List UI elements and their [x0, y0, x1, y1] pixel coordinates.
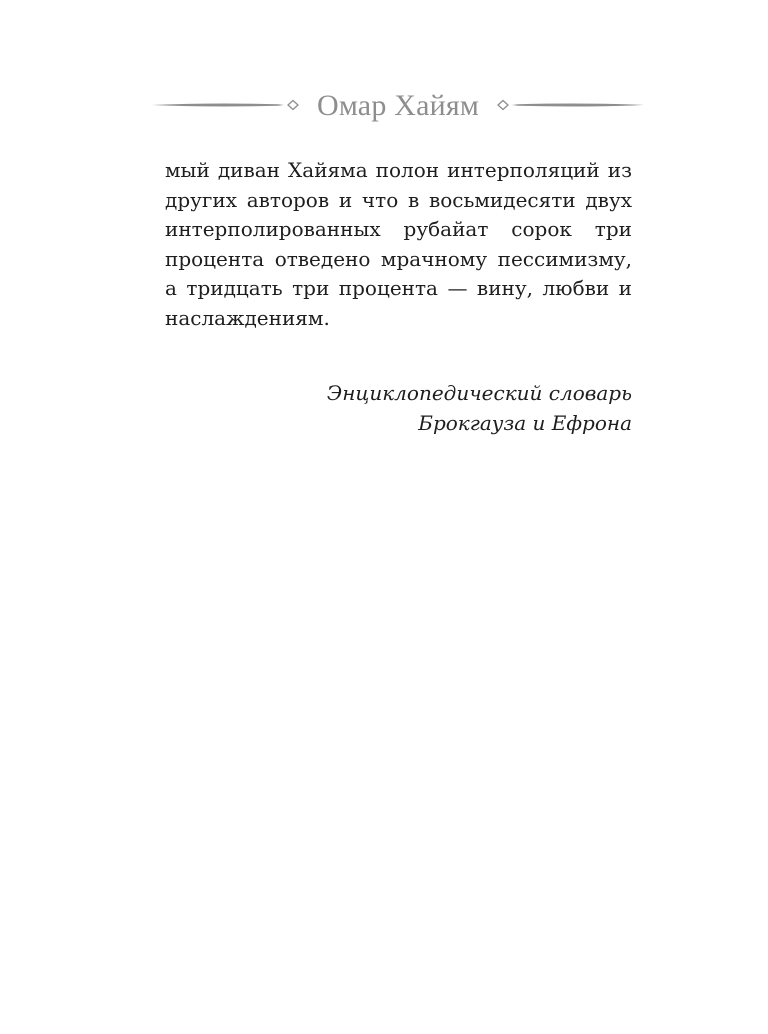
right-flourish-ornament — [496, 95, 646, 115]
attribution-line-1: Энциклопедический словарь — [326, 381, 632, 405]
running-header — [150, 84, 646, 128]
attribution — [165, 378, 632, 438]
running-header-title: Омар Хайям — [316, 89, 480, 122]
attribution-line-2: Брокгауза и Ефрона — [418, 411, 632, 435]
body-paragraph: мый диван Хайяма полон интерполяций из других авторов и что в восьмидесяти двух интерполированных рубайат сорок три процента отведено мрачному пессимизму, а тридцать три процента — вину, любви и наслаждениям. — [165, 158, 632, 330]
